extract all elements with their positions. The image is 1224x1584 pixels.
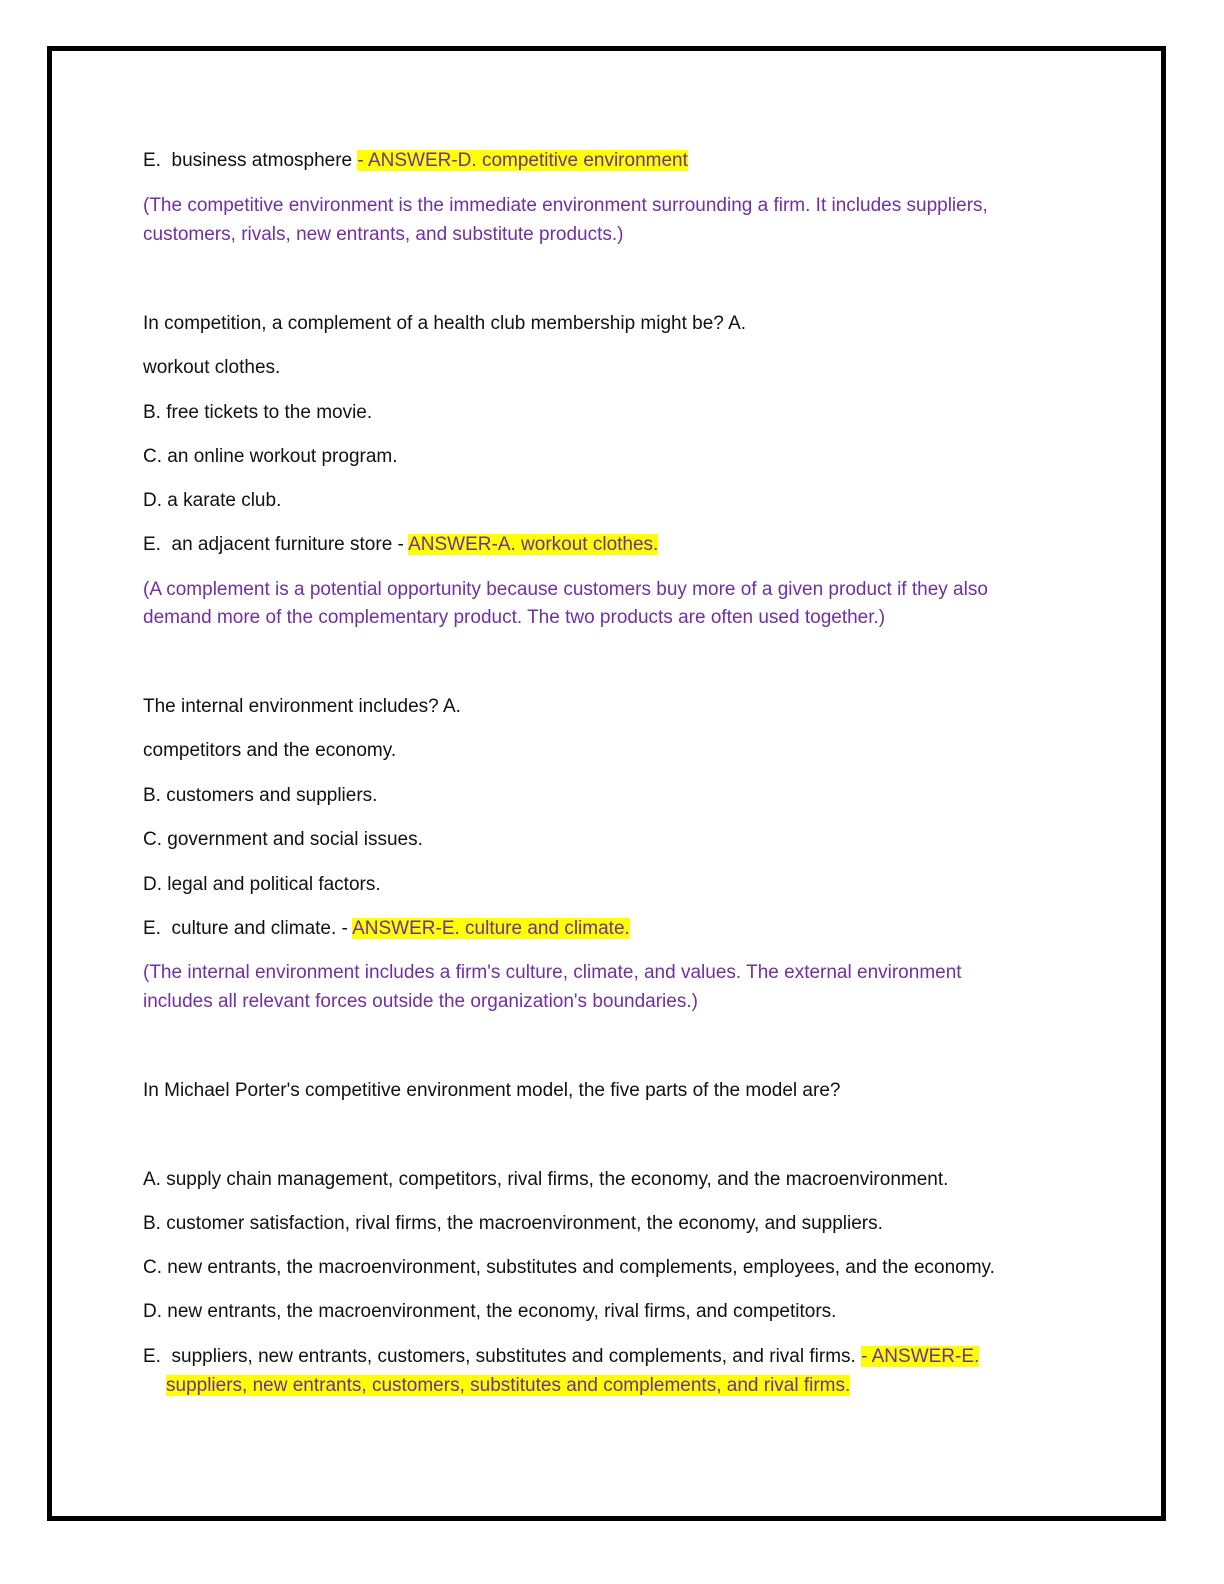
q3-option-e: E. culture and climate. - — [143, 918, 353, 939]
q4-option-e-line — [143, 1342, 979, 1371]
q4-answer-part-1: - ANSWER-E. — [861, 1346, 980, 1367]
q1-answer: - ANSWER-D. competitive environment — [357, 150, 688, 171]
q1-option-e-line — [143, 146, 688, 175]
q3-option-b: B. customers and suppliers. — [143, 785, 378, 806]
q1-explanation-line-2: customers, rivals, new entrants, and substitute products.) — [143, 224, 624, 245]
q2-option-d: D. a karate club. — [143, 490, 282, 511]
q3-option-e-line — [143, 914, 630, 943]
q2-option-e: E. an adjacent furniture store - — [143, 534, 409, 555]
q3-option-a: competitors and the economy. — [143, 740, 397, 761]
q3-option-d: D. legal and political factors. — [143, 874, 381, 895]
q3-explanation-line-2: includes all relevant forces outside the organization's boundaries.) — [143, 991, 698, 1012]
q2-explanation-line-1: (A complement is a potential opportunity because customers buy more of a given product if they also — [143, 579, 988, 600]
q2-answer: ANSWER-A. workout clothes. — [408, 534, 659, 555]
q1-option-e: E. business atmosphere — [143, 150, 358, 171]
q3-option-c: C. government and social issues. — [143, 829, 423, 850]
q4-option-c: C. new entrants, the macroenvironment, substitutes and complements, employees, and the economy. — [143, 1257, 995, 1278]
q2-option-a: workout clothes. — [143, 357, 281, 378]
q4-answer-line-2 — [166, 1371, 850, 1400]
q1-explanation-line-1: (The competitive environment is the immediate environment surrounding a firm. It includes suppliers, — [143, 195, 988, 216]
q3-explanation-line-1: (The internal environment includes a firm's culture, climate, and values. The external environment — [143, 962, 962, 983]
q3-answer: ANSWER-E. culture and climate. — [352, 918, 630, 939]
q4-option-e: E. suppliers, new entrants, customers, substitutes and complements, and rival firms. — [143, 1346, 862, 1367]
q4-option-d: D. new entrants, the macroenvironment, the economy, rival firms, and competitors. — [143, 1301, 837, 1322]
q2-question: In competition, a complement of a health club membership might be? A. — [143, 313, 747, 334]
q2-option-c: C. an online workout program. — [143, 446, 398, 467]
q4-option-a: A. supply chain management, competitors, rival firms, the economy, and the macroenvironment. — [143, 1169, 949, 1190]
q2-option-e-line — [143, 530, 658, 559]
q4-answer-part-2: suppliers, new entrants, customers, substitutes and complements, and rival firms. — [166, 1375, 851, 1396]
q4-question: In Michael Porter's competitive environment model, the five parts of the model are? — [143, 1080, 841, 1101]
q2-option-b: B. free tickets to the movie. — [143, 402, 373, 423]
q3-question: The internal environment includes? A. — [143, 696, 461, 717]
q4-option-b: B. customer satisfaction, rival firms, the macroenvironment, the economy, and suppliers. — [143, 1213, 883, 1234]
q2-explanation-line-2: demand more of the complementary product. The two products are often used together.) — [143, 607, 886, 628]
